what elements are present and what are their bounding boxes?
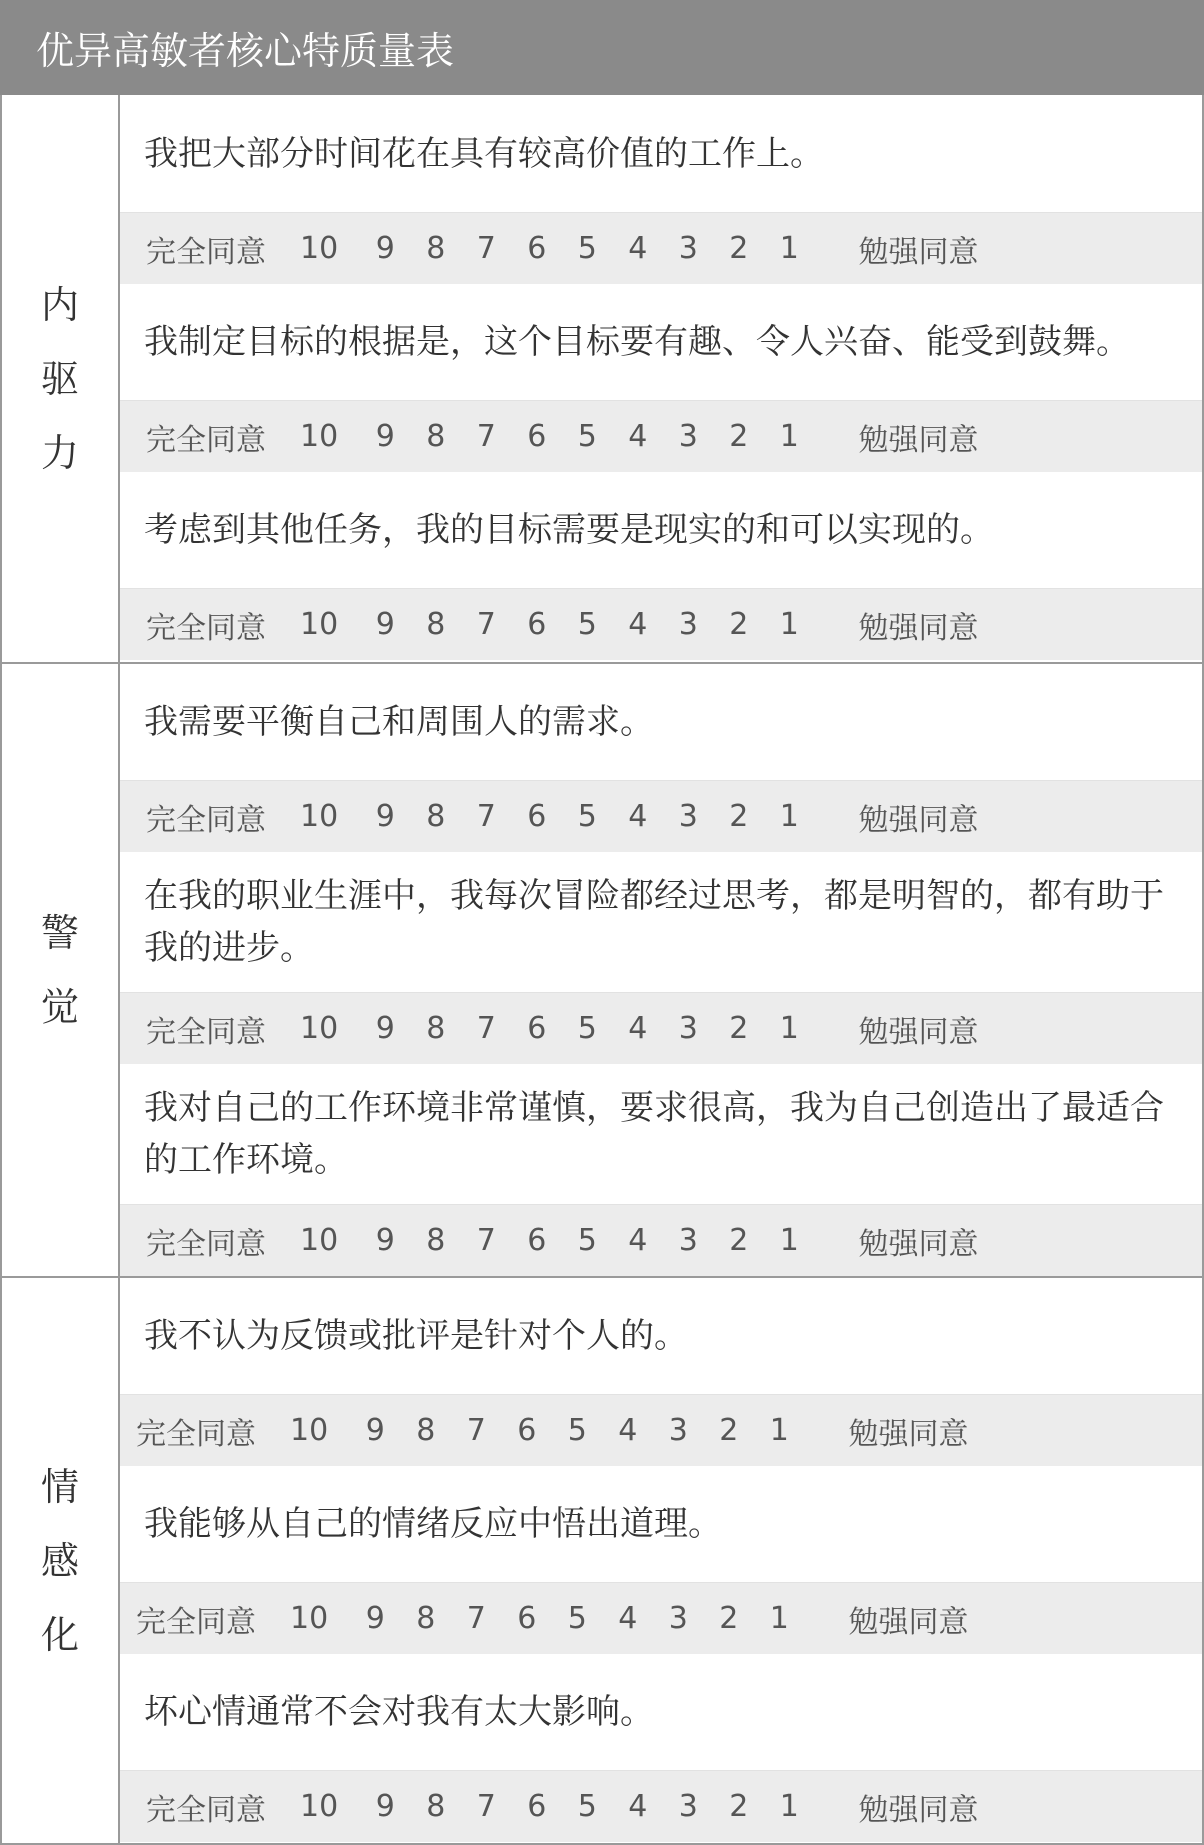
scale-option-4[interactable]: 4 <box>628 419 648 454</box>
section-label-text: 警觉 <box>40 911 79 1029</box>
scale-option-7[interactable]: 7 <box>476 1011 496 1046</box>
section-rows <box>120 664 1202 1276</box>
scale-option-6[interactable]: 6 <box>527 799 547 834</box>
item-statement: 我能够从自己的情绪反应中悟出道理。 <box>144 1504 722 1544</box>
scale-option-9[interactable]: 9 <box>375 799 395 834</box>
scale-right-label: 勉强同意 <box>858 802 979 838</box>
scale-option-3[interactable]: 3 <box>678 607 698 642</box>
scale-left-label: 完全同意 <box>146 1792 266 1828</box>
scale-option-1[interactable]: 1 <box>779 1789 799 1824</box>
rating-scale <box>120 1204 1202 1276</box>
scale-right-label: 勉强同意 <box>858 422 979 458</box>
scale-option-5[interactable]: 5 <box>577 607 597 642</box>
scale-option-3[interactable]: 3 <box>678 1011 698 1046</box>
scale-option-5[interactable]: 5 <box>577 1789 597 1824</box>
scale-option-3[interactable]: 3 <box>678 419 698 454</box>
scale-option-7[interactable]: 7 <box>476 799 496 834</box>
scale-numbers <box>284 1413 805 1448</box>
scale-option-7[interactable]: 7 <box>476 1223 496 1258</box>
scale-option-4[interactable]: 4 <box>628 231 648 266</box>
scale-option-4[interactable]: 4 <box>628 1011 648 1046</box>
scale-option-7[interactable]: 7 <box>476 231 496 266</box>
scale-option-6[interactable]: 6 <box>527 1789 547 1824</box>
scale-option-5[interactable]: 5 <box>567 1413 587 1448</box>
scale-option-10[interactable]: 10 <box>300 1223 339 1258</box>
scale-option-6[interactable]: 6 <box>527 1011 547 1046</box>
scale-option-6[interactable]: 6 <box>517 1601 537 1636</box>
scale-right-label: 勉强同意 <box>858 610 979 646</box>
section-label <box>2 1278 120 1843</box>
scale-option-6[interactable]: 6 <box>517 1413 537 1448</box>
rating-scale <box>120 1770 1202 1842</box>
scale-option-9[interactable]: 9 <box>375 419 395 454</box>
scale-option-9[interactable]: 9 <box>375 1223 395 1258</box>
scale-option-2[interactable]: 2 <box>729 419 749 454</box>
scale-numbers <box>294 607 815 642</box>
rating-scale <box>120 400 1202 472</box>
scale-option-9[interactable]: 9 <box>375 231 395 266</box>
scale-option-7[interactable]: 7 <box>476 607 496 642</box>
scale-option-9[interactable]: 9 <box>375 1011 395 1046</box>
scale-option-3[interactable]: 3 <box>678 799 698 834</box>
section-label-text: 情感化 <box>40 1464 79 1657</box>
scale-option-2[interactable]: 2 <box>729 1789 749 1824</box>
scale-option-2[interactable]: 2 <box>729 799 749 834</box>
scale-option-9[interactable]: 9 <box>365 1601 385 1636</box>
scale-right-label: 勉强同意 <box>858 234 979 270</box>
scale-left-label: 完全同意 <box>146 1014 266 1050</box>
scale-left-label: 完全同意 <box>146 610 266 646</box>
scale-option-2[interactable]: 2 <box>719 1413 739 1448</box>
page-title: 优异高敏者核心特质量表 <box>0 0 1204 95</box>
section-rows <box>120 1278 1202 1843</box>
scale-option-4[interactable]: 4 <box>618 1601 638 1636</box>
scale-right-label: 勉强同意 <box>848 1604 969 1640</box>
section-label-text: 内驱力 <box>40 282 79 475</box>
scale-option-2[interactable]: 2 <box>729 1011 749 1046</box>
scale-option-8[interactable]: 8 <box>426 799 446 834</box>
scale-option-5[interactable]: 5 <box>577 1223 597 1258</box>
item-statement: 我制定目标的根据是，这个目标要有趣、令人兴奋、能受到鼓舞。 <box>144 322 1130 362</box>
item-statement: 在我的职业生涯中，我每次冒险都经过思考，都是明智的，都有助于我的进步。 <box>144 876 1164 968</box>
scale-option-2[interactable]: 2 <box>729 607 749 642</box>
scale-option-10[interactable]: 10 <box>300 1011 339 1046</box>
scale-right-label: 勉强同意 <box>858 1792 979 1828</box>
scale-right-label: 勉强同意 <box>848 1416 969 1452</box>
scale-option-4[interactable]: 4 <box>628 1223 648 1258</box>
scale-option-7[interactable]: 7 <box>466 1413 486 1448</box>
scale-option-10[interactable]: 10 <box>290 1413 329 1448</box>
scale-option-8[interactable]: 8 <box>426 1223 446 1258</box>
scale-option-4[interactable]: 4 <box>628 1789 648 1824</box>
scale-option-8[interactable]: 8 <box>426 1789 446 1824</box>
scale-option-9[interactable]: 9 <box>365 1413 385 1448</box>
rating-scale <box>120 212 1202 284</box>
section-label <box>2 664 120 1276</box>
scale-option-10[interactable]: 10 <box>300 607 339 642</box>
scale-option-8[interactable]: 8 <box>426 419 446 454</box>
rating-scale <box>120 1582 1202 1654</box>
rating-scale <box>120 1394 1202 1466</box>
scale-option-8[interactable]: 8 <box>416 1413 436 1448</box>
scale-left-label: 完全同意 <box>136 1416 256 1452</box>
rating-scale <box>120 780 1202 852</box>
scale-option-10[interactable]: 10 <box>290 1601 329 1636</box>
item-statement: 我对自己的工作环境非常谨慎，要求很高，我为自己创造出了最适合的工作环境。 <box>144 1088 1164 1180</box>
scale-option-1[interactable]: 1 <box>779 607 799 642</box>
scale-option-5[interactable]: 5 <box>577 1011 597 1046</box>
scale-left-label: 完全同意 <box>146 1226 266 1262</box>
scale-left-label: 完全同意 <box>146 802 266 838</box>
scale-option-6[interactable]: 6 <box>527 1223 547 1258</box>
scale-option-5[interactable]: 5 <box>577 419 597 454</box>
scale-option-1[interactable]: 1 <box>779 419 799 454</box>
scale-option-10[interactable]: 10 <box>300 419 339 454</box>
scale-option-3[interactable]: 3 <box>668 1413 688 1448</box>
scale-numbers <box>294 231 815 266</box>
scale-option-5[interactable]: 5 <box>567 1601 587 1636</box>
scale-option-10[interactable]: 10 <box>300 1789 339 1824</box>
item-statement: 考虑到其他任务，我的目标需要是现实的和可以实现的。 <box>144 510 994 550</box>
scale-option-4[interactable]: 4 <box>628 607 648 642</box>
scale-option-8[interactable]: 8 <box>426 607 446 642</box>
scale-option-4[interactable]: 4 <box>618 1413 638 1448</box>
scale-left-label: 完全同意 <box>146 422 266 458</box>
rating-scale <box>120 588 1202 660</box>
scale-right-label: 勉强同意 <box>858 1014 979 1050</box>
scale-option-8[interactable]: 8 <box>426 1011 446 1046</box>
scale-option-7[interactable]: 7 <box>476 1789 496 1824</box>
scale-option-8[interactable]: 8 <box>426 231 446 266</box>
scale-numbers <box>294 1011 815 1046</box>
scale-option-10[interactable]: 10 <box>300 231 339 266</box>
scale-option-3[interactable]: 3 <box>678 231 698 266</box>
scale-table <box>0 95 1204 1845</box>
scale-numbers <box>294 1223 815 1258</box>
scale-option-1[interactable]: 1 <box>779 1011 799 1046</box>
scale-option-6[interactable]: 6 <box>527 231 547 266</box>
rating-scale <box>120 992 1202 1064</box>
scale-numbers <box>294 419 815 454</box>
scale-option-3[interactable]: 3 <box>668 1601 688 1636</box>
scale-option-9[interactable]: 9 <box>375 607 395 642</box>
scale-numbers <box>294 1789 815 1824</box>
scale-option-6[interactable]: 6 <box>527 419 547 454</box>
scale-numbers <box>284 1601 805 1636</box>
section-drive <box>2 95 1202 662</box>
scale-option-2[interactable]: 2 <box>719 1601 739 1636</box>
scale-option-1[interactable]: 1 <box>769 1413 789 1448</box>
scale-option-2[interactable]: 2 <box>729 1223 749 1258</box>
scale-option-9[interactable]: 9 <box>375 1789 395 1824</box>
item-statement: 我需要平衡自己和周围人的需求。 <box>144 702 654 742</box>
scale-option-5[interactable]: 5 <box>577 231 597 266</box>
scale-option-7[interactable]: 7 <box>476 419 496 454</box>
scale-option-6[interactable]: 6 <box>527 607 547 642</box>
scale-option-1[interactable]: 1 <box>779 231 799 266</box>
scale-option-3[interactable]: 3 <box>678 1223 698 1258</box>
scale-option-8[interactable]: 8 <box>416 1601 436 1636</box>
item-statement: 我不认为反馈或批评是针对个人的。 <box>144 1316 688 1356</box>
scale-option-1[interactable]: 1 <box>779 1223 799 1258</box>
scale-option-5[interactable]: 5 <box>577 799 597 834</box>
item-statement: 我把大部分时间花在具有较高价值的工作上。 <box>144 133 824 174</box>
scale-option-1[interactable]: 1 <box>779 799 799 834</box>
scale-left-label: 完全同意 <box>146 234 266 270</box>
section-label <box>2 95 120 662</box>
scale-right-label: 勉强同意 <box>858 1226 979 1262</box>
section-rows <box>120 95 1202 662</box>
scale-option-1[interactable]: 1 <box>769 1601 789 1636</box>
scale-numbers <box>294 799 815 834</box>
section-alertness <box>2 662 1202 1276</box>
item-statement: 坏心情通常不会对我有太大影响。 <box>144 1692 654 1732</box>
scale-option-7[interactable]: 7 <box>466 1601 486 1636</box>
scale-option-10[interactable]: 10 <box>300 799 339 834</box>
section-emotionality <box>2 1276 1202 1843</box>
scale-option-3[interactable]: 3 <box>678 1789 698 1824</box>
scale-left-label: 完全同意 <box>136 1604 256 1640</box>
scale-option-2[interactable]: 2 <box>729 231 749 266</box>
scale-option-4[interactable]: 4 <box>628 799 648 834</box>
